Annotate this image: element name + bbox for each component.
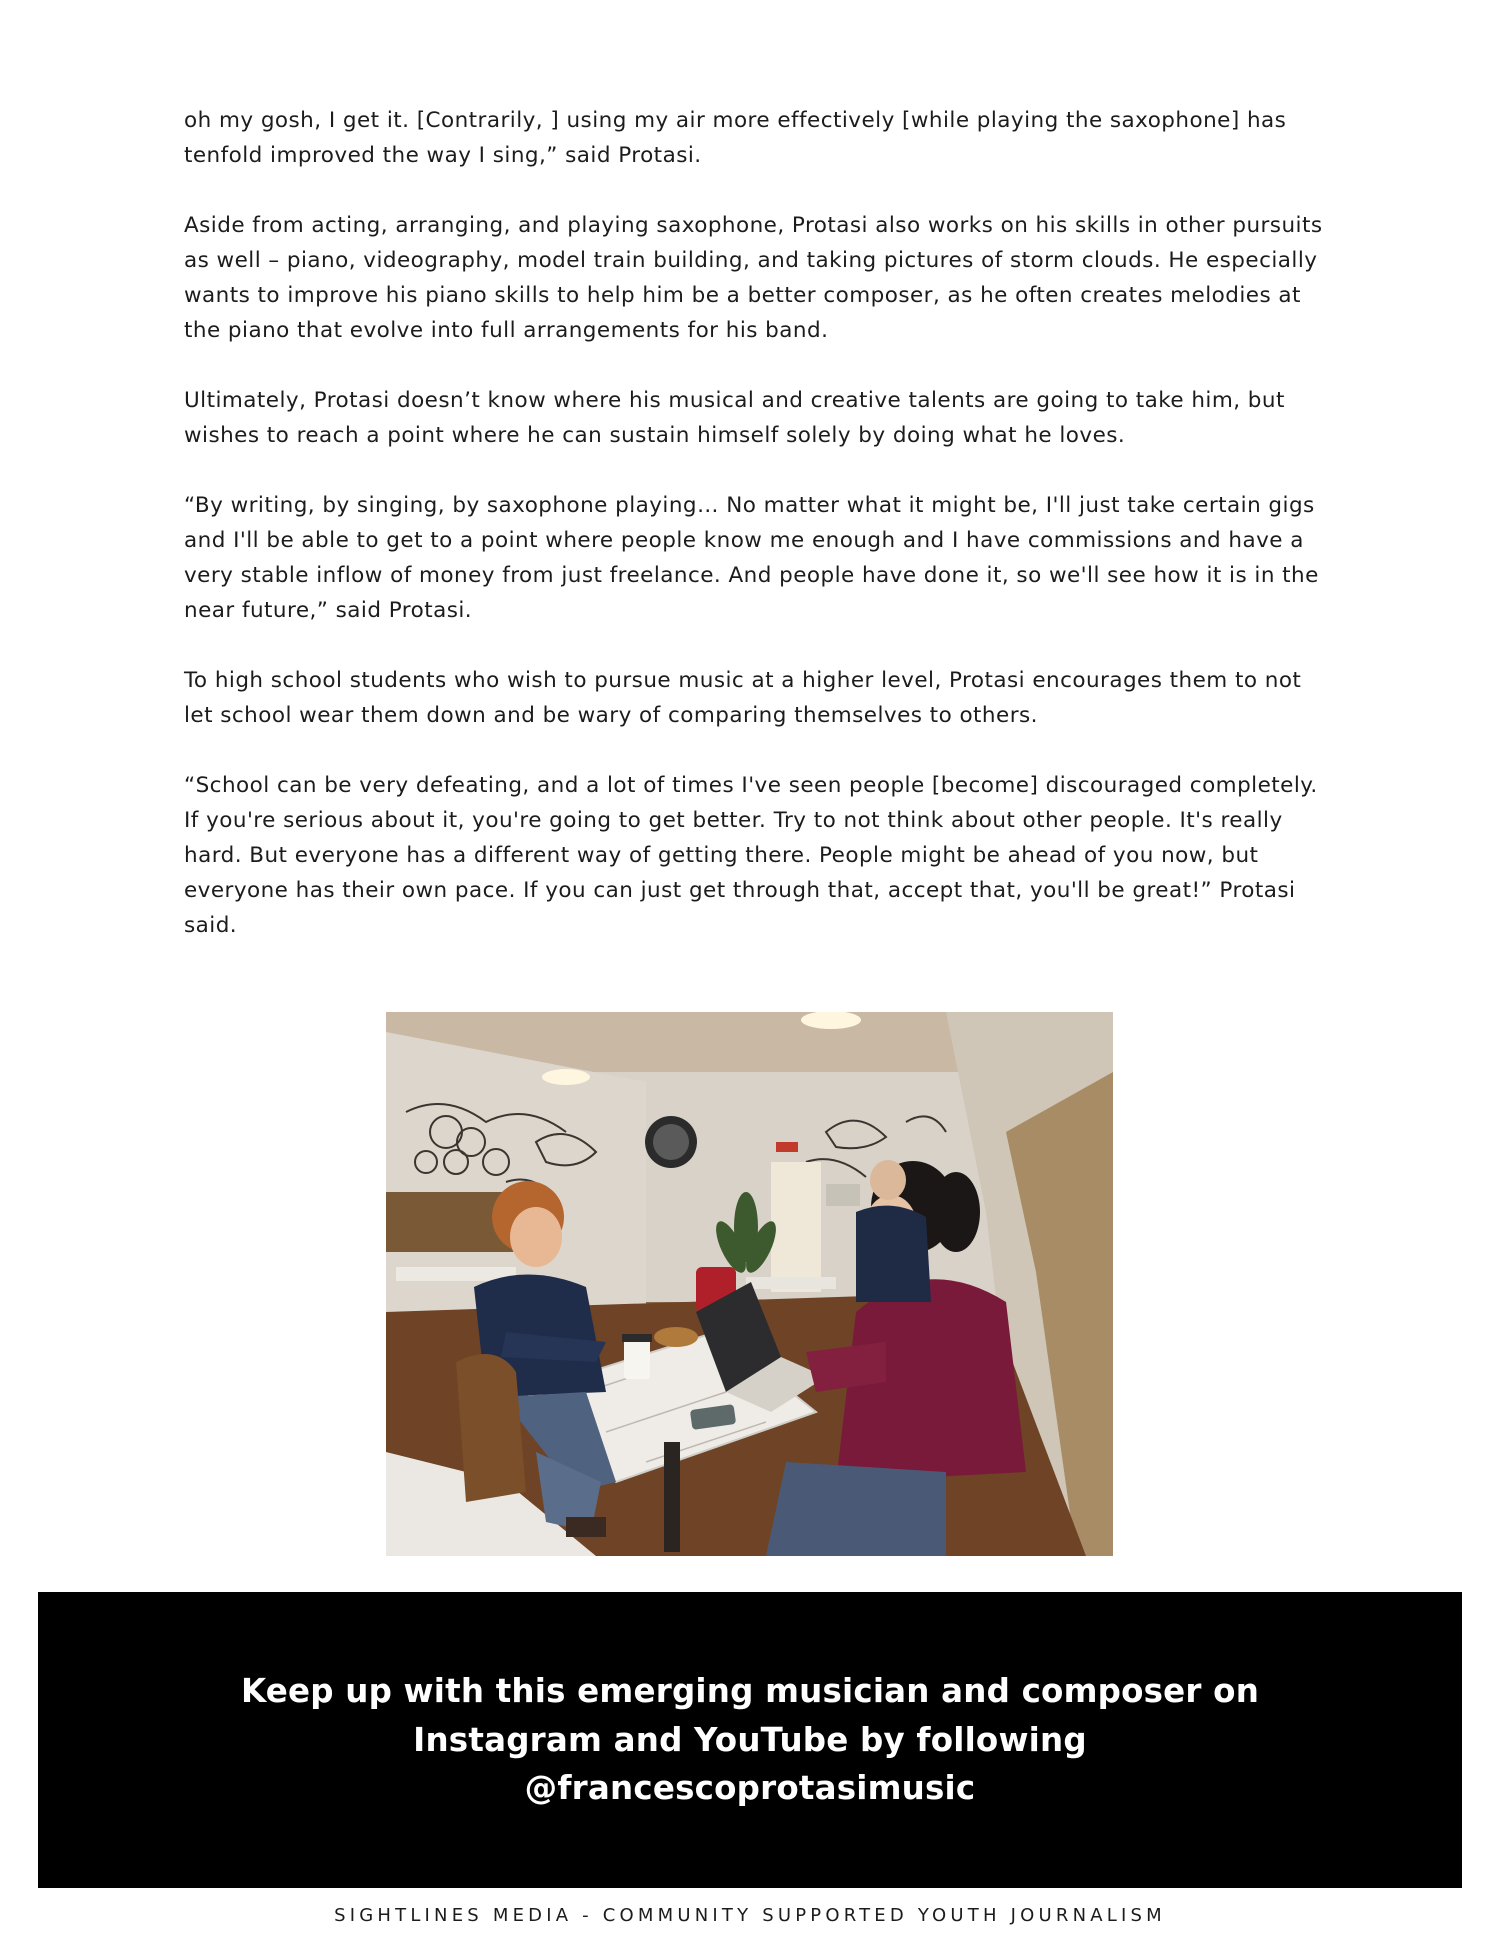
article-paragraph-2: Aside from acting, arranging, and playing saxophone, Protasi also works on his skills in other pursuits as well – piano, videography, model train building, and taking pictures of storm clouds. He especially wants to improve his piano skills to help him be a better composer, as he often creates melodies at the piano that evolve into full arrangements for his band.	[184, 213, 1323, 343]
article-paragraph-1: oh my gosh, I get it. [Contrarily, ] using my air more effectively [while playing the saxophone] has tenfold improved the way I sing,” said Protasi.	[184, 108, 1287, 168]
article-paragraph-6: “School can be very defeating, and a lot of times I've seen people [become] discouraged completely. If you're serious about it, you're going to get better. Try to not think about other people. It's really hard. But everyone has a different way of getting there. People might be ahead of you now, but everyone has their own pace. If you can just get through that, accept that, you'll be great!” Protasi said.	[184, 773, 1318, 938]
publication-footer: SIGHTLINES MEDIA - COMMUNITY SUPPORTED YOUTH JOURNALISM	[334, 1905, 1166, 1926]
cafe-photo-illustration	[386, 1012, 1113, 1556]
follow-callout	[38, 1592, 1462, 1888]
photo-doorway	[771, 1162, 821, 1292]
follow-callout-text: Keep up with this emerging musician and composer on Instagram and YouTube by following @francescoprotasimusic	[240, 1672, 1260, 1808]
photo-coffee-cup	[624, 1337, 650, 1379]
photo-ceiling-light	[542, 1069, 590, 1085]
photo-jacket	[456, 1354, 526, 1502]
article-paragraph-4: “By writing, by singing, by saxophone playing… No matter what it might be, I'll just take certain gigs and I'll be able to get to a point where people know me enough and I have commissions and have a very stable inflow of money from just freelance. And people have done it, so we'll see how it is in the near future,” said Protasi.	[184, 493, 1319, 623]
article-paragraph-5: To high school students who wish to pursue music at a higher level, Protasi encourages them to not let school wear them down and be wary of comparing themselves to others.	[184, 668, 1302, 728]
article-paragraph-3: Ultimately, Protasi doesn’t know where his musical and creative talents are going to take him, but wishes to reach a point where he can sustain himself solely by doing what he loves.	[184, 388, 1285, 448]
photo-pastry	[654, 1327, 698, 1347]
article-body	[184, 103, 1324, 978]
cafe-photo	[386, 1012, 1113, 1556]
